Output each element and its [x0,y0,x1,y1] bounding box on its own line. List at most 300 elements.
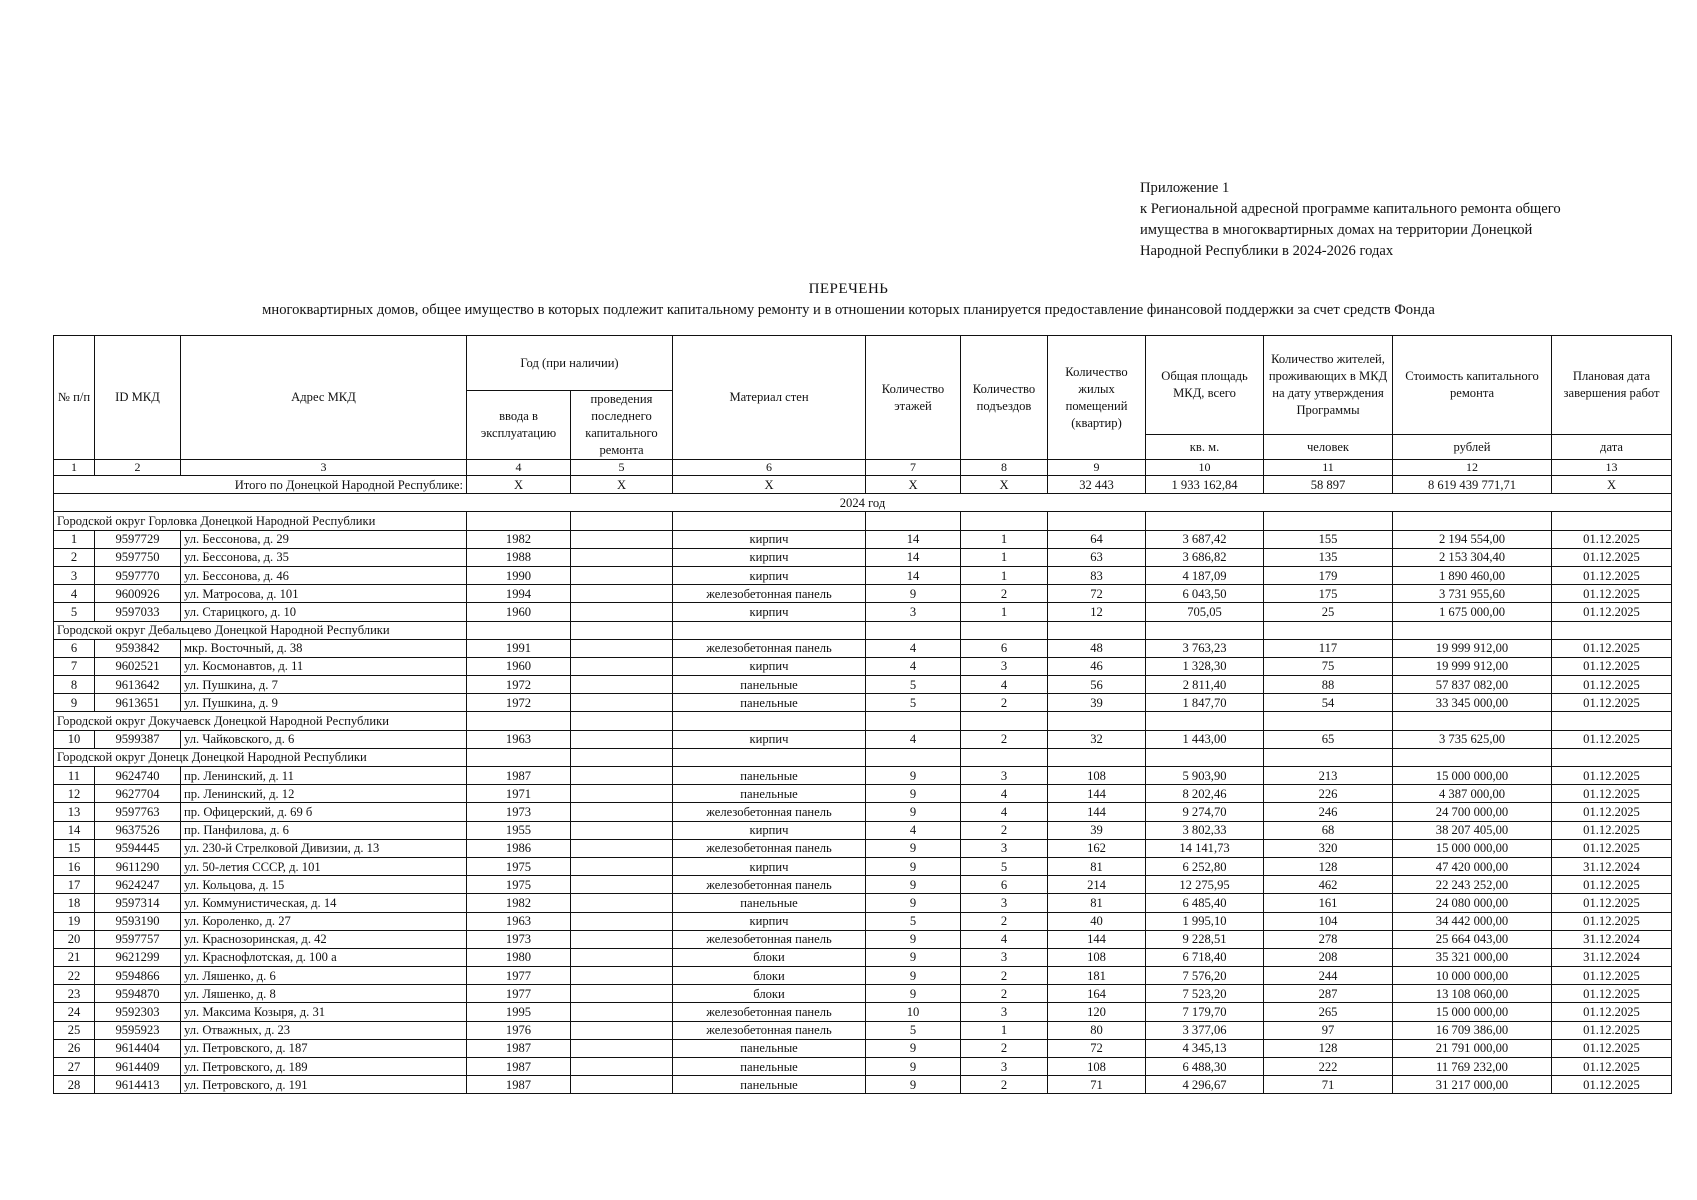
entrances: 1 [961,1021,1048,1039]
total-area: 4 187,09 [1146,566,1264,584]
apartments: 120 [1048,1003,1146,1021]
year-commission: 1975 [467,876,571,894]
address: мкр. Восточный, д. 38 [181,639,467,657]
table-row [54,585,1672,603]
mkd-id: 9597314 [95,894,181,912]
repair-cost: 3 735 625,00 [1393,730,1552,748]
wall-material: панельные [673,694,866,712]
row-number: 8 [54,676,95,694]
table-row [54,657,1672,675]
floors: 4 [866,657,961,675]
residents: 244 [1264,967,1393,985]
table-row [54,548,1672,566]
row-number: 4 [54,585,95,603]
total-row [54,476,1672,494]
address: ул. Петровского, д. 189 [181,1058,467,1076]
floors: 14 [866,548,961,566]
row-number: 18 [54,894,95,912]
apartments: 108 [1048,767,1146,785]
residents: 179 [1264,566,1393,584]
row-number: 15 [54,839,95,857]
completion-date: 01.12.2025 [1552,566,1672,584]
empty-cell [673,512,866,530]
total-area: 14 141,73 [1146,839,1264,857]
total-area: 6 252,80 [1146,857,1264,875]
completion-date: 01.12.2025 [1552,767,1672,785]
total-area: 705,05 [1146,603,1264,621]
header-year-group: Год (при наличии) [467,336,673,391]
empty-cell [1264,512,1393,530]
column-number: 13 [1552,460,1672,476]
residents: 104 [1264,912,1393,930]
residents: 128 [1264,1039,1393,1057]
repair-cost: 15 000 000,00 [1393,767,1552,785]
district-name: Городской округ Докучаевск Донецкой Народной Республики [54,712,467,730]
repair-cost: 24 700 000,00 [1393,803,1552,821]
wall-material: железобетонная панель [673,639,866,657]
residents: 71 [1264,1076,1393,1094]
table-row [54,530,1672,548]
mkd-id: 9624740 [95,767,181,785]
apartments: 56 [1048,676,1146,694]
repair-cost: 35 321 000,00 [1393,948,1552,966]
wall-material: железобетонная панель [673,839,866,857]
row-number: 20 [54,930,95,948]
floors: 9 [866,1058,961,1076]
empty-cell [571,712,673,730]
empty-cell [1146,621,1264,639]
year-repair [571,803,673,821]
year-commission: 1982 [467,894,571,912]
row-number: 21 [54,948,95,966]
header-date: Плановая дата завершения работ [1552,336,1672,435]
entrances: 4 [961,785,1048,803]
appendix-header [1140,178,1660,262]
year-commission: 1963 [467,730,571,748]
header-residents: Количество жителей, проживающих в МКД на дату утверждения Программы [1264,336,1393,435]
table-row [54,603,1672,621]
apartments: 108 [1048,1058,1146,1076]
wall-material: железобетонная панель [673,585,866,603]
apartments: 12 [1048,603,1146,621]
total-area: 12 275,95 [1146,876,1264,894]
row-number: 22 [54,967,95,985]
row-number: 14 [54,821,95,839]
repair-cost: 10 000 000,00 [1393,967,1552,985]
total-area: 5 903,90 [1146,767,1264,785]
mkd-id: 9599387 [95,730,181,748]
row-number: 24 [54,1003,95,1021]
wall-material: панельные [673,785,866,803]
address: ул. Ляшенко, д. 8 [181,985,467,1003]
apartments: 80 [1048,1021,1146,1039]
mkd-id: 9593190 [95,912,181,930]
header-apartments: Количество жилых помещений (квартир) [1048,336,1146,460]
district-name: Городской округ Донецк Донецкой Народной Республики [54,748,467,766]
header-year-repair: проведения последнего капитального ремонта [571,391,673,460]
entrances: 5 [961,857,1048,875]
repair-cost: 15 000 000,00 [1393,1003,1552,1021]
empty-cell [467,621,571,639]
address: ул. Бессонова, д. 46 [181,566,467,584]
row-number: 7 [54,657,95,675]
total-area: 3 802,33 [1146,821,1264,839]
empty-cell [1048,712,1146,730]
row-number: 25 [54,1021,95,1039]
empty-cell [1552,512,1672,530]
row-number: 1 [54,530,95,548]
entrances: 2 [961,730,1048,748]
address: ул. Петровского, д. 187 [181,1039,467,1057]
total-area: 1 328,30 [1146,657,1264,675]
completion-date: 01.12.2025 [1552,548,1672,566]
row-number: 26 [54,1039,95,1057]
table-row [54,876,1672,894]
table-row [54,694,1672,712]
entrances: 3 [961,767,1048,785]
completion-date: 01.12.2025 [1552,876,1672,894]
wall-material: кирпич [673,548,866,566]
header-year-commission: ввода в эксплуатацию [467,391,571,460]
year-row [54,494,1672,512]
completion-date: 01.12.2025 [1552,1076,1672,1094]
entrances: 2 [961,1076,1048,1094]
row-number: 19 [54,912,95,930]
wall-material: кирпич [673,566,866,584]
year-commission: 1972 [467,676,571,694]
floors: 9 [866,948,961,966]
wall-material: блоки [673,967,866,985]
apartments: 144 [1048,785,1146,803]
floors: 9 [866,930,961,948]
total-area: 3 377,06 [1146,1021,1264,1039]
total-area: 1 443,00 [1146,730,1264,748]
table-row [54,639,1672,657]
header-address: Адрес МКД [181,336,467,460]
residents: 278 [1264,930,1393,948]
year-repair [571,876,673,894]
year-commission: 1960 [467,657,571,675]
column-number: 9 [1048,460,1146,476]
header-cost: Стоимость капитального ремонта [1393,336,1552,435]
table-row [54,821,1672,839]
repair-cost: 3 731 955,60 [1393,585,1552,603]
repair-cost: 1 890 460,00 [1393,566,1552,584]
empty-cell [1264,712,1393,730]
address: ул. Краснозоринская, д. 42 [181,930,467,948]
completion-date: 01.12.2025 [1552,730,1672,748]
completion-date: 01.12.2025 [1552,639,1672,657]
floors: 9 [866,767,961,785]
entrances: 2 [961,694,1048,712]
total-area: 4 296,67 [1146,1076,1264,1094]
floors: 9 [866,803,961,821]
address: ул. Коммунистическая, д. 14 [181,894,467,912]
year-repair [571,603,673,621]
wall-material: железобетонная панель [673,1021,866,1039]
year-commission: 1991 [467,639,571,657]
table-row [54,1003,1672,1021]
empty-cell [961,621,1048,639]
repair-cost: 2 153 304,40 [1393,548,1552,566]
address: ул. 50-летия СССР, д. 101 [181,857,467,875]
mkd-id: 9597757 [95,930,181,948]
repair-cost: 15 000 000,00 [1393,839,1552,857]
apartments: 81 [1048,894,1146,912]
wall-material: кирпич [673,821,866,839]
year-commission: 1987 [467,1076,571,1094]
repair-cost: 11 769 232,00 [1393,1058,1552,1076]
completion-date: 01.12.2025 [1552,530,1672,548]
residents: 226 [1264,785,1393,803]
completion-date: 01.12.2025 [1552,1039,1672,1057]
year-commission: 1994 [467,585,571,603]
address: ул. Пушкина, д. 9 [181,694,467,712]
empty-cell [673,712,866,730]
completion-date: 01.12.2025 [1552,803,1672,821]
completion-date: 01.12.2025 [1552,603,1672,621]
residents: 75 [1264,657,1393,675]
unit-area: кв. м. [1146,435,1264,460]
year-repair [571,894,673,912]
empty-cell [1552,748,1672,766]
total-date: X [1552,476,1672,494]
mkd-id: 9614404 [95,1039,181,1057]
completion-date: 01.12.2025 [1552,894,1672,912]
year-commission: 1963 [467,912,571,930]
apartments: 40 [1048,912,1146,930]
apartments: 162 [1048,839,1146,857]
empty-cell [1146,512,1264,530]
year-commission: 1955 [467,821,571,839]
empty-cell [1264,748,1393,766]
mkd-id: 9597770 [95,566,181,584]
year-repair [571,1021,673,1039]
year-repair [571,821,673,839]
table-row [54,676,1672,694]
total-area: 7 179,70 [1146,1003,1264,1021]
year-repair [571,694,673,712]
apartments: 72 [1048,585,1146,603]
table-row [54,1021,1672,1039]
residents: 155 [1264,530,1393,548]
total-area: 2 811,40 [1146,676,1264,694]
total-area: 6 488,30 [1146,1058,1264,1076]
empty-cell [673,748,866,766]
completion-date: 01.12.2025 [1552,821,1672,839]
empty-cell [571,512,673,530]
address: ул. Отважных, д. 23 [181,1021,467,1039]
apartments: 63 [1048,548,1146,566]
address: ул. Пушкина, д. 7 [181,676,467,694]
empty-cell [866,512,961,530]
mkd-id: 9592303 [95,1003,181,1021]
row-number: 11 [54,767,95,785]
total-residents: 58 897 [1264,476,1393,494]
column-number: 3 [181,460,467,476]
row-number: 10 [54,730,95,748]
year-commission: 1995 [467,1003,571,1021]
table-row [54,839,1672,857]
repair-cost: 13 108 060,00 [1393,985,1552,1003]
empty-cell [1393,712,1552,730]
completion-date: 01.12.2025 [1552,657,1672,675]
column-number: 6 [673,460,866,476]
completion-date: 31.12.2024 [1552,948,1672,966]
floors: 9 [866,876,961,894]
address: ул. 230-й Стрелковой Дивизии, д. 13 [181,839,467,857]
year-repair [571,930,673,948]
table-row [54,930,1672,948]
address: ул. Ляшенко, д. 6 [181,967,467,985]
completion-date: 01.12.2025 [1552,785,1672,803]
residents: 25 [1264,603,1393,621]
total-area: 9 274,70 [1146,803,1264,821]
residents: 88 [1264,676,1393,694]
empty-cell [571,748,673,766]
empty-cell [1146,712,1264,730]
total-area: 9 228,51 [1146,930,1264,948]
floors: 14 [866,566,961,584]
apartments: 108 [1048,948,1146,966]
repair-cost: 47 420 000,00 [1393,857,1552,875]
row-number: 9 [54,694,95,712]
empty-cell [1146,748,1264,766]
empty-cell [1552,712,1672,730]
address: ул. Короленко, д. 27 [181,912,467,930]
address: ул. Петровского, д. 191 [181,1076,467,1094]
empty-cell [571,621,673,639]
total-area: 6 718,40 [1146,948,1264,966]
table-row [54,1039,1672,1057]
empty-cell [866,748,961,766]
residents: 128 [1264,857,1393,875]
table-row [54,1076,1672,1094]
apartments: 214 [1048,876,1146,894]
mkd-id: 9597729 [95,530,181,548]
empty-cell [1393,621,1552,639]
wall-material: кирпич [673,657,866,675]
floors: 3 [866,603,961,621]
table-row [54,785,1672,803]
repair-cost: 1 675 000,00 [1393,603,1552,621]
apartments: 39 [1048,821,1146,839]
entrances: 1 [961,603,1048,621]
table-row [54,857,1672,875]
total-area: 1 933 162,84 [1146,476,1264,494]
total-entrances: X [961,476,1048,494]
floors: 4 [866,730,961,748]
header-id: ID МКД [95,336,181,460]
housing-register-table [53,335,1672,1094]
year-repair [571,948,673,966]
mkd-id: 9627704 [95,785,181,803]
floors: 10 [866,1003,961,1021]
year-commission: 1987 [467,1058,571,1076]
wall-material: кирпич [673,730,866,748]
residents: 117 [1264,639,1393,657]
district-row [54,512,1672,530]
floors: 5 [866,694,961,712]
residents: 287 [1264,985,1393,1003]
unit-cost: рублей [1393,435,1552,460]
floors: 4 [866,821,961,839]
table-row [54,985,1672,1003]
residents: 68 [1264,821,1393,839]
apartments: 164 [1048,985,1146,1003]
total-commission: X [467,476,571,494]
mkd-id: 9594866 [95,967,181,985]
appendix-line: к Региональной адресной программе капитального ремонта общего [1140,201,1561,217]
total-material: X [673,476,866,494]
wall-material: кирпич [673,530,866,548]
column-number: 4 [467,460,571,476]
year-repair [571,639,673,657]
table-row [54,894,1672,912]
address: пр. Панфилова, д. 6 [181,821,467,839]
floors: 5 [866,912,961,930]
year-repair [571,585,673,603]
table-row [54,1058,1672,1076]
mkd-id: 9597750 [95,548,181,566]
empty-cell [1552,621,1672,639]
total-cost: 8 619 439 771,71 [1393,476,1552,494]
floors: 9 [866,857,961,875]
appendix-line: Приложение 1 [1140,180,1230,196]
floors: 5 [866,676,961,694]
address: пр. Ленинский, д. 12 [181,785,467,803]
total-area: 4 345,13 [1146,1039,1264,1057]
entrances: 1 [961,566,1048,584]
residents: 54 [1264,694,1393,712]
year-commission: 1990 [467,566,571,584]
wall-material: железобетонная панель [673,803,866,821]
residents: 320 [1264,839,1393,857]
column-number: 7 [866,460,961,476]
total-area: 6 043,50 [1146,585,1264,603]
completion-date: 01.12.2025 [1552,1058,1672,1076]
appendix-line: Народной Республики в 2024-2026 годах [1140,243,1394,259]
total-area: 1 847,70 [1146,694,1264,712]
wall-material: кирпич [673,857,866,875]
residents: 462 [1264,876,1393,894]
empty-cell [961,712,1048,730]
mkd-id: 9614413 [95,1076,181,1094]
table-row [54,767,1672,785]
address: ул. Кольцова, д. 15 [181,876,467,894]
year-repair [571,967,673,985]
table-row [54,566,1672,584]
header-area: Общая площадь МКД, всего [1146,336,1264,435]
row-number: 3 [54,566,95,584]
mkd-id: 9595923 [95,1021,181,1039]
empty-cell [961,512,1048,530]
entrances: 2 [961,912,1048,930]
district-name: Городской округ Дебальцево Донецкой Народной Республики [54,621,467,639]
mkd-id: 9594445 [95,839,181,857]
total-repair: X [571,476,673,494]
wall-material: панельные [673,1039,866,1057]
year-commission: 1982 [467,530,571,548]
table-body [54,476,1672,1094]
floors: 9 [866,1076,961,1094]
empty-cell [1393,512,1552,530]
address: ул. Краснофлотская, д. 100 а [181,948,467,966]
mkd-id: 9637526 [95,821,181,839]
wall-material: железобетонная панель [673,930,866,948]
total-area: 6 485,40 [1146,894,1264,912]
residents: 161 [1264,894,1393,912]
